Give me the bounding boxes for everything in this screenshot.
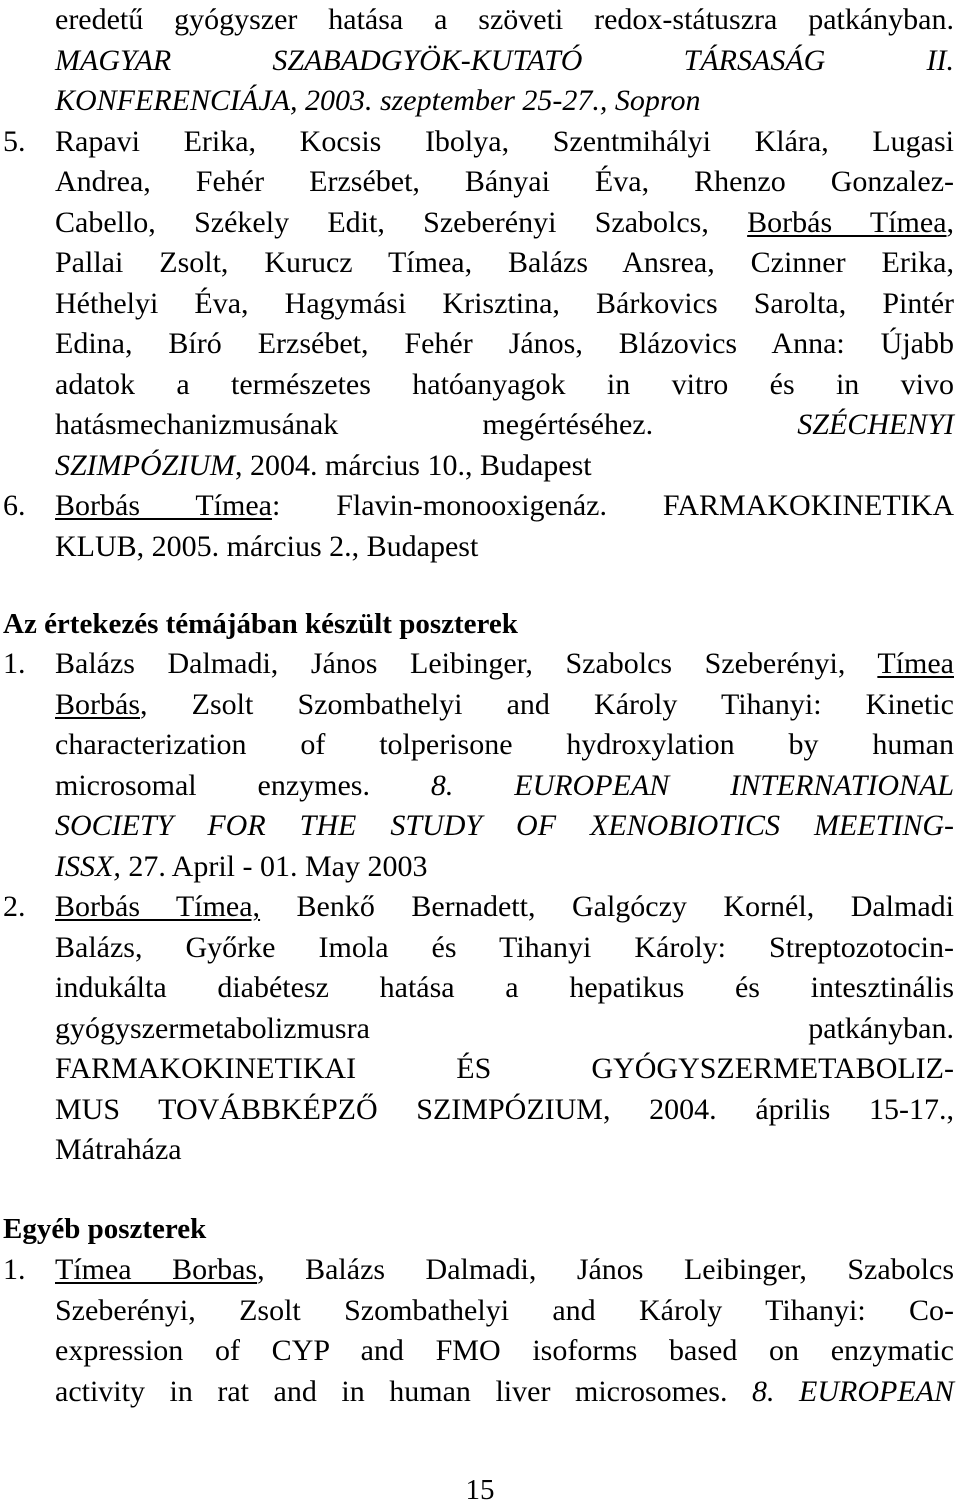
reference-line [55,644,954,685]
text: , Zsolt Szombathelyi and Károly Tihanyi: Kinetic [140,687,954,721]
item-number: 6. [3,489,26,522]
reference-line: expression of CYP and FMO isoforms based on enzymatic [55,1334,954,1367]
reference-line: Pallai Zsolt, Kurucz Tímea, Balázs Ansrea, Czinner Erika, [55,246,954,279]
reference-line [55,203,954,244]
item-number: 5. [3,124,26,158]
text: Cabello, Székely Edit, Szeberényi Szabolcs, [55,205,748,239]
highlighted-author: Borbás Tímea, [55,890,261,923]
reference-line: Balázs, Győrke Imola és Tihanyi Károly: Streptozotocin- [55,930,954,964]
reference-line [55,1250,954,1291]
reference-line: adatok a természetes hatóanyagok in vitro és in vivo [55,367,954,401]
highlighted-author: Borbás Tímea [55,489,272,522]
text: activity in rat and in human liver microsomes. [55,1374,752,1408]
reference-line: Héthelyi Éva, Hagymási Krisztina, Bárkovics Sarolta, Pintér [55,286,954,320]
venue-text: SZIMPÓZIUM [55,448,235,482]
text: , Balázs Dalmadi, János Leibinger, Szabolcs [257,1253,954,1286]
reference-line: FARMAKOKINETIKAI ÉS GYÓGYSZERMETABOLIZ- [55,1052,954,1085]
text: : Flavin-monooxigenáz. FARMAKOKINETIKA [271,489,954,522]
reference-line: Mátraháza [55,1133,182,1166]
reference-line: Szeberényi, Zsolt Szombathelyi and Károly Tihanyi: Co- [55,1293,954,1327]
reference-venue-line: SOCIETY FOR THE STUDY OF XENOBIOTICS MEETING- [55,809,954,842]
item-number: 1. [3,647,26,680]
reference-line: indukálta diabétesz hatása a hepatikus és intesztinális [55,971,954,1004]
highlighted-author: Tímea Borbas [55,1253,258,1286]
text: Balázs Dalmadi, János Leibinger, Szabolcs Szeberényi, [55,647,878,680]
item-number: 1. [3,1253,26,1286]
reference-line [55,766,954,807]
reference-line: characterization of tolperisone hydroxylation by human [55,728,954,761]
reference-line: gyógyszermetabolizmusra patkányban. [55,1011,954,1045]
reference-line [55,685,954,726]
venue-text: 8. EUROPEAN INTERNATIONAL [430,768,954,802]
reference-line: KLUB, 2005. március 2., Budapest [55,529,479,563]
page-number: 15 [465,1474,495,1506]
text: Benkő Bernadett, Galgóczy Kornél, Dalmadi [260,890,954,923]
item-number: 2. [3,890,26,923]
section-heading-posters: Az értekezés témájában készült poszterek [3,608,518,640]
text: , [946,205,955,239]
venue-text: 8. EUROPEAN [752,1374,955,1408]
reference-line [55,486,954,527]
reference-line [55,405,954,446]
venue-text: ISSX, [55,849,121,883]
reference-line [55,446,954,487]
section-heading-other-posters: Egyéb poszterek [3,1213,207,1245]
text: 27. April - 01. May 2003 [120,849,428,883]
text: microsomal enzymes. [55,768,431,802]
venue-text: KONFERENCIÁJA, 2003. szeptember 25-27., Sopron [55,84,701,117]
reference-line: MUS TOVÁBBKÉPZŐ SZIMPÓZIUM, 2004. április 15-17., [55,1092,954,1126]
reference-line [55,887,954,928]
reference-line [55,81,954,122]
venue-text: SZÉCHENYI [797,408,954,441]
highlighted-author: Borbás [55,687,140,721]
text: hatásmechanizmusának megértéséhez. [55,408,798,441]
reference-line: Edina, Bíró Erzsébet, Fehér János, Blázovics Anna: Újabb [55,327,954,360]
reference-line [55,847,954,888]
highlighted-author: Tímea [877,647,954,680]
highlighted-author: Borbás Tímea [747,205,947,239]
reference-line [55,1372,954,1413]
reference-venue-line: MAGYAR SZABADGYÖK-KUTATÓ TÁRSASÁG II. [55,43,954,77]
reference-line: Rapavi Erika, Kocsis Ibolya, Szentmihályi Klára, Lugasi [55,124,954,158]
text: , 2004. március 10., Budapest [235,448,592,482]
reference-line: Andrea, Fehér Erzsébet, Bányai Éva, Rhenzo Gonzalez- [55,165,954,198]
reference-line: eredetű gyógyszer hatása a szöveti redox-státuszra patkányban. [55,3,954,36]
